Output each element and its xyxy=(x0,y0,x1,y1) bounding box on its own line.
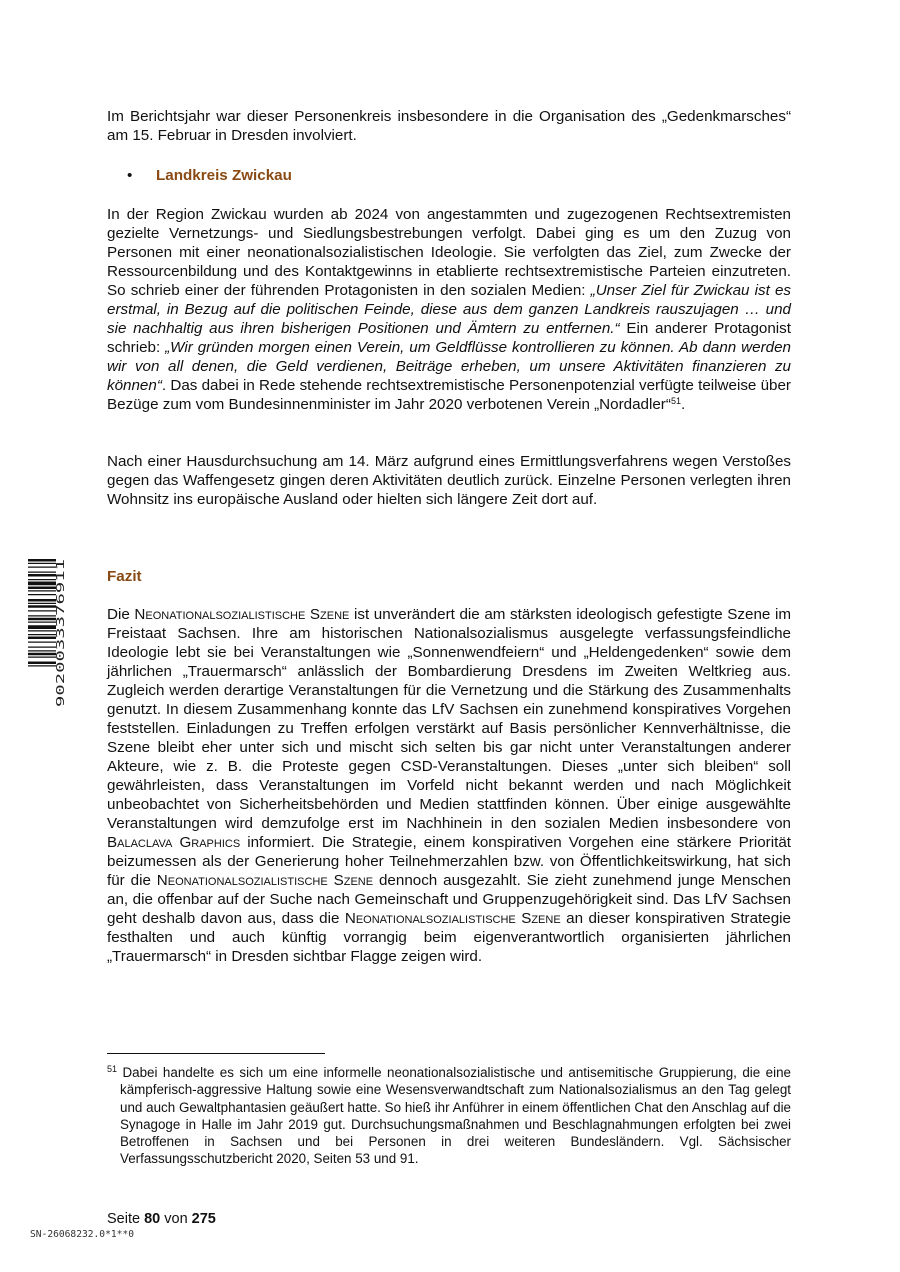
fazit-text-2: ist unverändert die am stärksten ideologisch gefestigte Szene im Freistaat Sachsen. Ihre am historischen Nationalsozialismus ausgelegte verfassungsfeindliche Ideologie lebt sie bei Veranstaltungen wie „Sonnenwendfeiern“ und „Heldengedenken“ sowie dem jährlichen „Trauermarsch“ anlässlich der Bombardierung Dresdens im Zweiten Weltkrieg aus. Zugleich werden derartige Veranstaltungen für die Vernetzung und die Stärkung des Zusammenhalts genutzt. In diesem Zusammenhang konnte das LfV Sachsen ein zunehmend konspiratives Vorgehen feststellen. Einladungen zu Treffen erfolgen verstärkt auf Basis persönlicher Kennverhältnisse, die Szene bleibt eher unter sich und mischt sich selten bis gar nicht unter Veranstaltungen anderer Akteure, wie z. B. die Proteste gegen CSD-Veranstaltungen. Dieses „unter sich bleiben“ soll gewährleisten, dass Veranstaltungen im Vorfeld nicht bekannt werden und nach Möglichkeit unbeobachtet von Sicherheitsbehörden und Medien stattfinden können. Über einige ausgewählte Veranstaltungen wird demzufolge erst im Nachhinein in den sozialen Medien insbesondere von xyxy=(107,606,791,832)
barcode-bar xyxy=(28,637,56,640)
barcode-bar xyxy=(28,618,56,621)
fazit-text-1: Die xyxy=(107,606,135,623)
barcode-bar xyxy=(28,665,56,666)
barcode-bar xyxy=(28,647,56,648)
barcode-bar xyxy=(28,605,56,608)
barcode-bar xyxy=(28,610,56,611)
barcode-bar xyxy=(28,662,56,665)
barcode-bar xyxy=(28,634,56,635)
zwickau-quote-1: „Unser Ziel für Zwickau ist es erstmal, in Bezug auf die politischen Feinde, diese aus dem ganzen Landkreis rauszujagen … und sie nachhaltig aus ihren bisherigen Positionen und Ämtern zu entfernen.“ xyxy=(107,282,791,337)
barcode-bar xyxy=(28,603,56,604)
barcode-bar xyxy=(28,615,56,616)
barcode-bar xyxy=(28,622,56,623)
barcode-bar xyxy=(28,599,56,602)
barcode-bar xyxy=(28,587,56,590)
barcode-bar xyxy=(28,572,56,573)
fazit-paragraph xyxy=(107,605,791,966)
zwickau-text-end: . xyxy=(680,396,686,413)
barcode-bar xyxy=(28,594,56,595)
footnote-51 xyxy=(107,1064,791,1168)
intro-paragraph: Im Berichtsjahr war dieser Personenkreis insbesondere in die Organisation des „Gedenkmarsches“ am 15. Februar in Dresden involviert. xyxy=(107,108,791,144)
footnote-text: Dabei handelte es sich um eine informelle neonationalsozialistische und antisemitische Gruppierung, die eine kämpferisch-aggressive Haltung sowie eine Wesensverwandtschaft zum Nationalsozialismus an den Tag gelegt und auch Gewaltphantasien geäußert hatte. So hieß ihr Anführer in einem öffentlichen Chat den Anschlag auf die Synagoge in Halle im Jahr 2019 gut. Durchsuchungsmaßnahmen und Beschlagnahmungen erfolgten bei zwei Betroffenen in Sachsen und bei Personen in drei weiteren Bundesländern. Vgl. Sächsischer Verfassungsschutzbericht 2020, Seiten 53 und 91. xyxy=(117,1065,791,1167)
zwickau-text-a: In der Region Zwickau wurden ab 2024 von angestammten und zugezogenen Rechtsextremisten gezielte Vernetzungs- und Siedlungsbestrebungen verfolgt. Dabei ging es um den Zuzug von Personen mit einer neonationalsozialistischen Ideologie. Sie verfolgten das Ziel, zum Zwecke der Ressourcenbildung und des Kontaktgewinns in etablierte rechtsextremistische Parteien einzutreten. So schrieb einer der führenden Protagonisten in den sozialen Medien: xyxy=(107,206,791,299)
fazit-text-5: an dieser konspirativen Strategie festhalten und auch künftig vorrangig beim eigenverantwortlich organisierten jährlichen „Trauermarsch“ in Dresden sichtbar Flagge zeigen wird. xyxy=(107,910,791,965)
fazit-text-3: informiert. Die Strategie, einem konspirativen Vorgehen eine stärkere Priorität beizumessen als der Generierung hoher Teilnehmerzahlen bzw. von Öffentlichkeitswirkung, hat sich für die xyxy=(107,834,791,889)
page-number-current: 80 xyxy=(144,1211,161,1227)
page-number-total: 275 xyxy=(191,1211,216,1227)
zwickau-text-c: . Das dabei in Rede stehende rechtsextremistische Personenpotenzial verfügte teilweise über Bezüge zum vom Bundesinnenminister im Jahr 2020 verbotenen Verein „Nordadler“ xyxy=(107,377,791,413)
barcode-bar xyxy=(28,650,56,651)
barcode-bar xyxy=(28,657,56,658)
barcode-bar xyxy=(28,630,56,631)
footnote-number: 51 xyxy=(107,1064,118,1074)
section-heading-text: Landkreis Zwickau xyxy=(156,167,292,184)
barcode-bar xyxy=(28,590,56,591)
barcode-bar xyxy=(28,653,56,656)
zwickau-paragraph-1 xyxy=(107,205,791,414)
footnote-separator xyxy=(107,1053,325,1054)
fazit-smallcaps-2: Balaclava Graphics xyxy=(107,834,241,851)
barcode-bar xyxy=(28,582,56,586)
zwickau-paragraph-2: Nach einer Hausdurchsuchung am 14. März aufgrund eines Ermittlungsverfahrens wegen Verstoßes gegen das Waffengesetz gingen deren Aktivitäten deutlich zurück. Einzelne Personen verlegten ihren Wohnsitz ins europäische Ausland oder hielten sich längere Zeit dort auf. xyxy=(107,453,791,508)
zwickau-quote-2: „Wir gründen morgen einen Verein, um Geldflüsse kontrollieren zu können. Ab dann werden wir von all denen, die Geld verdienen, Beiträge erheben, um unsere Aktivitäten finanzieren zu können“ xyxy=(107,339,791,394)
barcode-bar xyxy=(28,579,56,580)
footnote-reference[interactable]: 51 xyxy=(670,396,681,406)
fazit-smallcaps-1: Neonationalsozialistische Szene xyxy=(134,606,350,623)
document-id: SN-26068232.0*1**0 xyxy=(30,1229,134,1240)
barcode-bar xyxy=(28,574,56,577)
barcode-bar xyxy=(28,559,56,562)
page-number-prefix: Seite xyxy=(107,1211,145,1227)
fazit-smallcaps-4: Neonationalsozialistische Szene xyxy=(344,910,561,927)
bullet-marker: • xyxy=(127,167,133,184)
barcode-bar xyxy=(28,567,56,568)
zwickau-text-b: Ein anderer Protagonist schrieb: xyxy=(107,320,791,356)
fazit-text-4: dennoch ausgezahlt. Sie zieht zunehmend junge Menschen an, die offenbar auf der Suche nach Gemeinschaft und Gruppenzugehörigkeit sind. Das LfV Sachsen geht deshalb davon aus, dass die xyxy=(107,872,791,927)
barcode-bar xyxy=(28,563,56,564)
fazit-smallcaps-3: Neonationalsozialistische Szene xyxy=(156,872,374,889)
barcode-bars xyxy=(28,559,56,667)
barcode-digits: 9020033376911 xyxy=(55,624,67,707)
page-number xyxy=(107,1210,216,1229)
barcode-bar xyxy=(28,625,56,629)
barcode-icon xyxy=(28,557,70,709)
page-number-middle: von xyxy=(160,1211,192,1227)
fazit-heading: Fazit xyxy=(107,568,142,585)
barcode-bar xyxy=(28,642,56,643)
